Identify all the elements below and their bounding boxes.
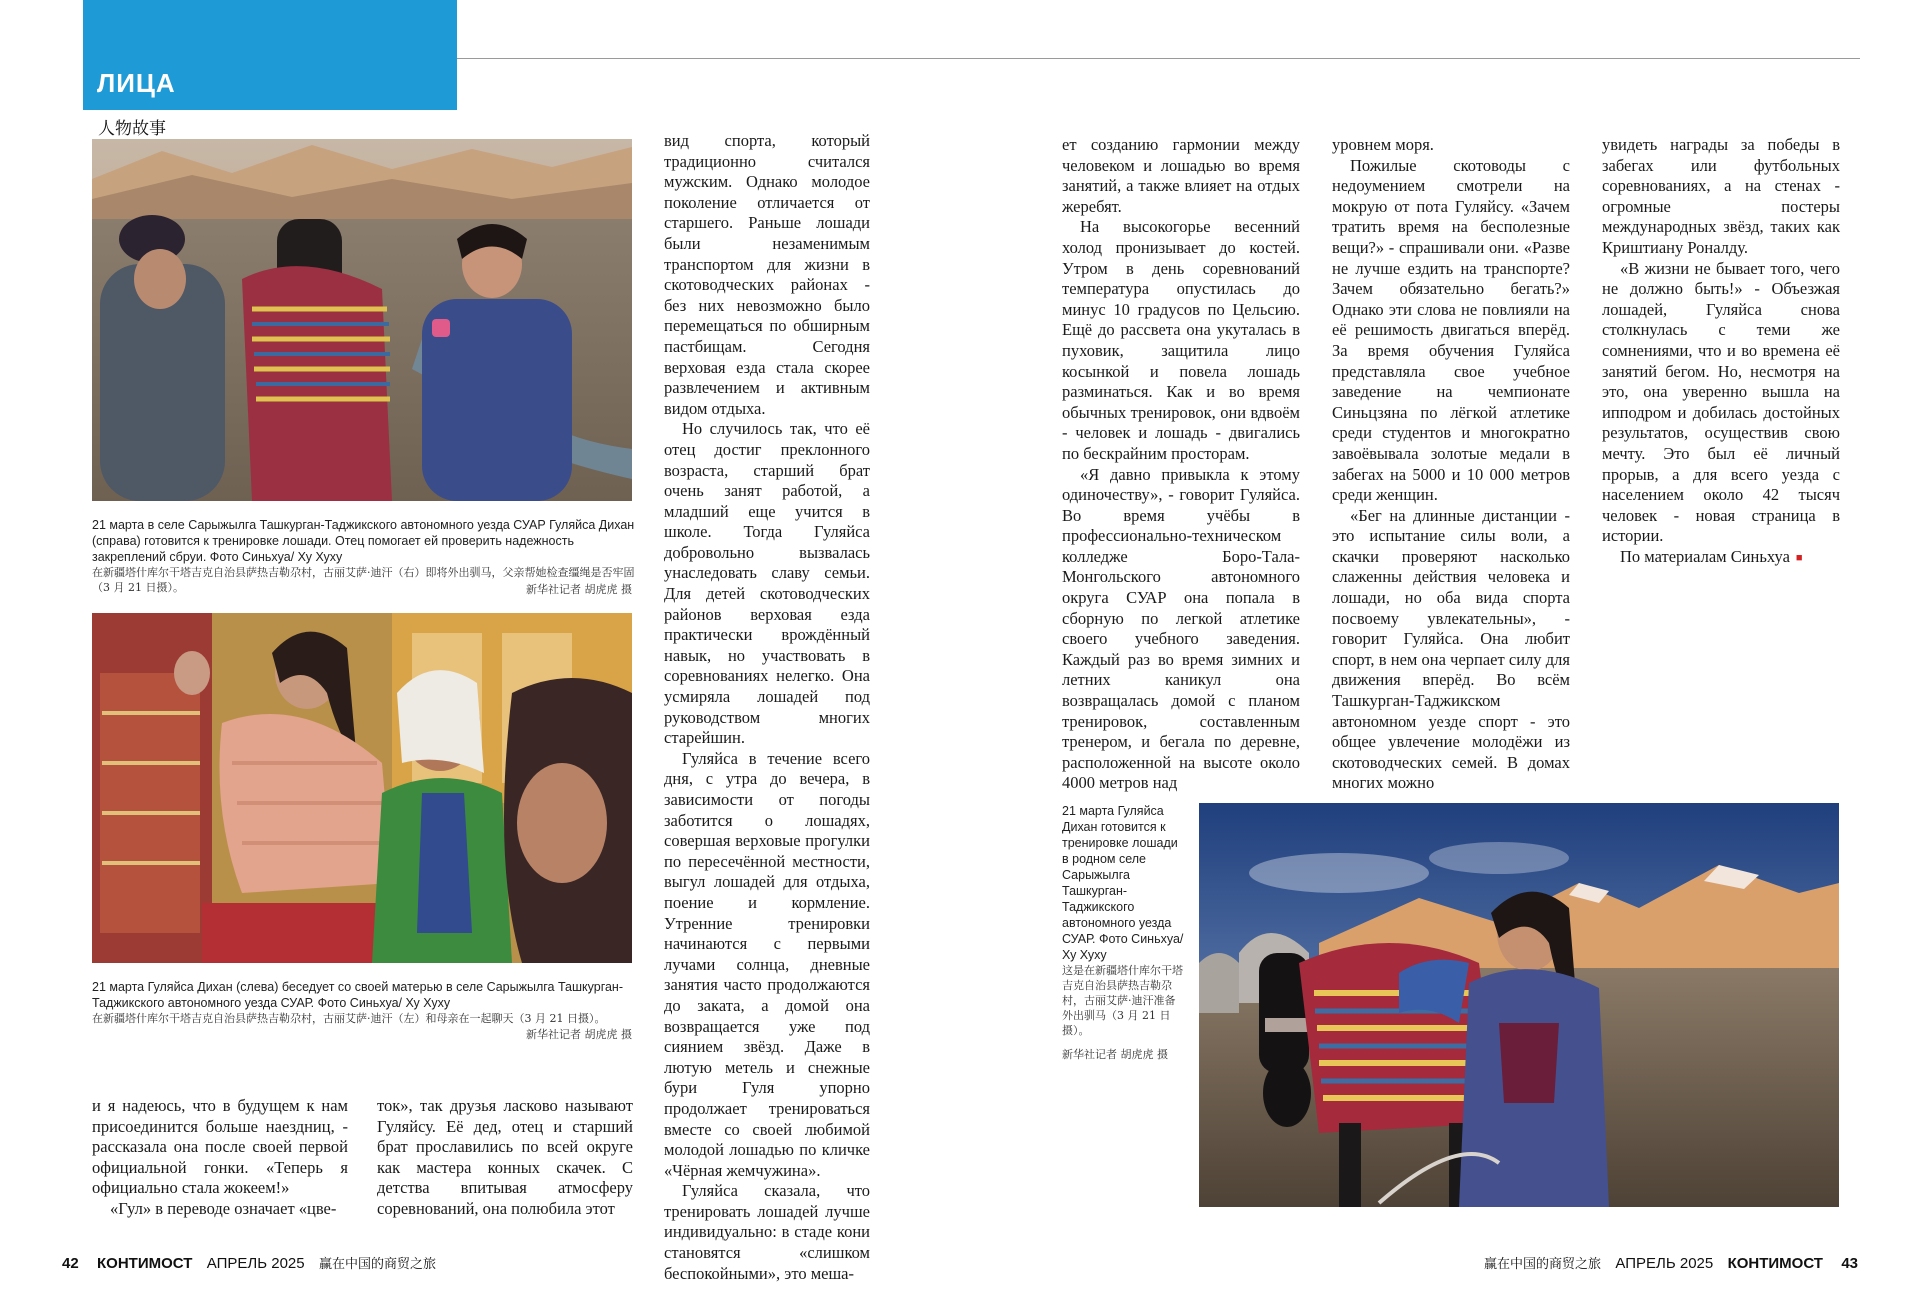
photo-rider-father-horse [92,139,632,501]
paragraph: и я надеюсь, что в будущем к нам присоединится больше наездниц, - рассказала она после своей первой официальной гонки. «Теперь я официально стала жокеем!» [92,1096,348,1198]
paragraph: «Бег на длинные дистанции - это испытание силы воли, а скачки проверяют насколько слаженны действия человека и лошади, но оба вида спорта посвоему увлекательны», - говорит Гуляйса. Она любит спорт, в нем она черпает силу для движения вперёд. Во всём Ташкурган-Таджикском автономном уезде спорт - это общее увлечение молодёжи из скотоводческих семей. В домах многих можно [1332,505,1570,793]
paragraph: «Гул» в переводе означает «цве- [110,1198,337,1218]
text-column-2 [1062,135,1300,794]
section-subtitle-zh: 人物故事 [98,119,166,139]
brand-left: КОНТИМОСТ [97,1255,193,1272]
photo-2-caption-zh: 在新疆塔什库尔干塔吉克自治县萨热吉勒尕村，古丽艾萨·迪汗（左）和母亲在一起聊天（3 月 21 日摄）。 [92,1012,606,1025]
issue-right: АПРЕЛЬ 2025 [1615,1255,1714,1272]
footer-right [1484,1253,1858,1272]
slogan-left: 赢在中国的商贸之旅 [318,1257,436,1272]
paragraph: Гуляйса в течение всего дня, с утра до вечера, в зависимости от погоды заботится о лошадях, совершая верховые прогулки по пересечённой местности, выгул лошадей для отдыха, поение и кормление. Утренние тренировки начинаются с первыми лучами солнца, дневные занятия часто продолжаются до заката, а домой она возвращается уже под сиянием звёзд. Даже в лютую метель и снежные бури Гуля упорно продолжает тренироваться вместе со своей любимой молодой лошадью по кличке «Чёрная жемчужина». [664,748,870,1180]
photo-3-credit: 新华社记者 胡虎虎 摄 [1062,1048,1168,1061]
slogan-right: 赢在中国的商贸之旅 [1484,1257,1602,1272]
header-rule [457,58,1860,59]
paragraph: увидеть награды за победы в забегах или футбольных соревнованиях, а на стенах - огромные постеры международных звёзд, таких как Криштиану Роналду. [1602,135,1840,257]
paragraph: ет созданию гармонии между человеком и лошадью во время занятий, а также влияет на отдых жеребят. [1062,135,1300,216]
photo-1-caption: 21 марта в селе Сарыжылга Ташкурган-Таджикского автономного уезда СУАР Гуляйса Дихан (справа) готовится к тренировке лошади. Отец помогает ей проверить надежность закреплений сбруи. Фото Синьхуа/ Ху Хуху [92,518,635,564]
paragraph: Пожилые скотоводы с недоумением смотрели на мокрую от пота Гуляйсу. «Зачем тратить время на бесполезные вещи?» - спрашивали они. «Разве не лучше ездить на транспорте? Зачем обязательно бегать?» Однако эти слова не повлияли на её решимость двигаться вперёд. За время обучения Гуляйса представляла свое учебное заведение на чемпионате Синьцзяна по лёгкой атлетике среди студентов и многократно завоёвывала золотые медали в забегах на 5000 и 10 000 метров среди женщин. [1332,155,1570,505]
paragraph: На высокогорье весенний холод пронизывает до костей. Утром в день соревнований температура опустилась до минус 10 градусов по Цельсию. Ещё до рассвета она укуталась в пуховик, защитила лицо косынкой и повела лошадь разминаться. Как и во время обычных тренировок, они вдвоём - человек и лошадь - двигались по бескрайним просторам. [1062,217,1300,463]
paragraph: уровнем моря. [1332,135,1434,154]
photo-1-caption-zh: 在新疆塔什库尔干塔吉克自治县萨热吉勒尕村，古丽艾萨·迪汗（右）即将外出驯马，父亲帮她检查缰绳是否牢固（3 月 21 日摄）。 [92,566,635,594]
issue-left: АПРЕЛЬ 2025 [206,1255,305,1272]
section-title: ЛИЦА [97,68,176,98]
photo-2-credit: 新华社记者 胡虎虎 摄 [526,1028,632,1041]
text-column-bottom-middle [377,1096,633,1220]
text-column-1 [664,131,870,1284]
brand-right: КОНТИМОСТ [1727,1255,1823,1272]
paragraph: ток», так друзья ласково называют Гуляйсу. Её дед, отец и старший брат прославились по всей округе как мастера конных скачек. С детства впитывая атмосферу соревнований, она полюбила этот [377,1096,633,1218]
photo-3-caption-zh: 这是在新疆塔什库尔干塔吉克自治县萨热吉勒尕村，古丽艾萨·迪汗准备外出驯马（3 月 21 日摄）。 [1062,964,1183,1037]
paragraph: Но случилось так, что её отец достиг преклонного возраста, старший брат очень занят работой, а младший еще учится в школе. Тогда Гуляйса добровольно вызвалась унаследовать славу семьи. Для детей скотоводческих районов верховая езда практически врождённый навык, но участвовать в соревнованиях нелегко. Она усмиряла лошадей под руководством многих старейшин. [664,419,870,748]
source-text: По материалам Синьхуа [1620,546,1790,566]
paragraph: «Я давно привыкла к этому одиночеству», - говорит Гуляйса. Во время учёбы в профессионально-техническом колледже Боро-Тала-Монгольского автономного округа СУАР она попала в сборную по легкой атлетике своего учебного заведения. Каждый раз во время зимних и летних каникул она возвращалась домой с планом тренировок, составленным тренером, и бегала по деревне, расположенной на высоте около 4000 метров над [1062,464,1300,793]
paragraph: вид спорта, который традиционно считался мужским. Однако молодое поколение отличается от старшего. Раньше лошади были незаменимым транспортом для жизни в скотоводческих районах - без них невозможно было перемещаться по обширным пастбищам. Сегодня верховая езда стала скорее развлечением и активным видом отдыха. [664,131,870,418]
photo-mother-daughter [92,613,632,963]
page-number-left: 42 [62,1255,79,1272]
text-column-3 [1332,135,1570,794]
paragraph: «В жизни не бывает того, чего не должно быть!» - Объезжая лошадей, Гуляйса снова столкнулась с теми же сомнениями, что и во времена её занятий бегом. Но, несмотря на это, она уверенно вышла на ипподром и добилась достойных результатов, осуществив свою мечту. Это был её личный прорыв, а для всего уезда с населением около 42 тысяч человек - новая страница в истории. [1602,258,1840,546]
photo-1-credit: 新华社记者 胡虎虎 摄 [526,583,632,596]
end-mark-icon: ■ [1795,551,1803,564]
paragraph: Гуляйса сказала, что тренировать лошадей лучше индивидуально: в стаде кони становятся «слишком беспокойными», это меша- [664,1181,870,1283]
footer-left [62,1253,436,1272]
photo-2-caption: 21 марта Гуляйса Дихан (слева) беседует со своей матерью в селе Сарыжылга Ташкурган-Таджикского автономного уезда СУАР. Фото Синьхуа/ Ху Хуху [92,980,623,1010]
source-line [1602,547,1840,569]
text-column-4 [1602,135,1840,568]
text-column-bottom-left [92,1096,348,1220]
photo-girl-horse-mountains [1199,803,1839,1207]
page-number-right: 43 [1841,1255,1858,1272]
photo-3-caption: 21 марта Гуляйса Дихан готовится к тренировке лошади в родном селе Сарыжылга Ташкурган-Таджикского автономного уезда СУАР. Фото Синьхуа/ Ху Хуху [1062,804,1184,962]
